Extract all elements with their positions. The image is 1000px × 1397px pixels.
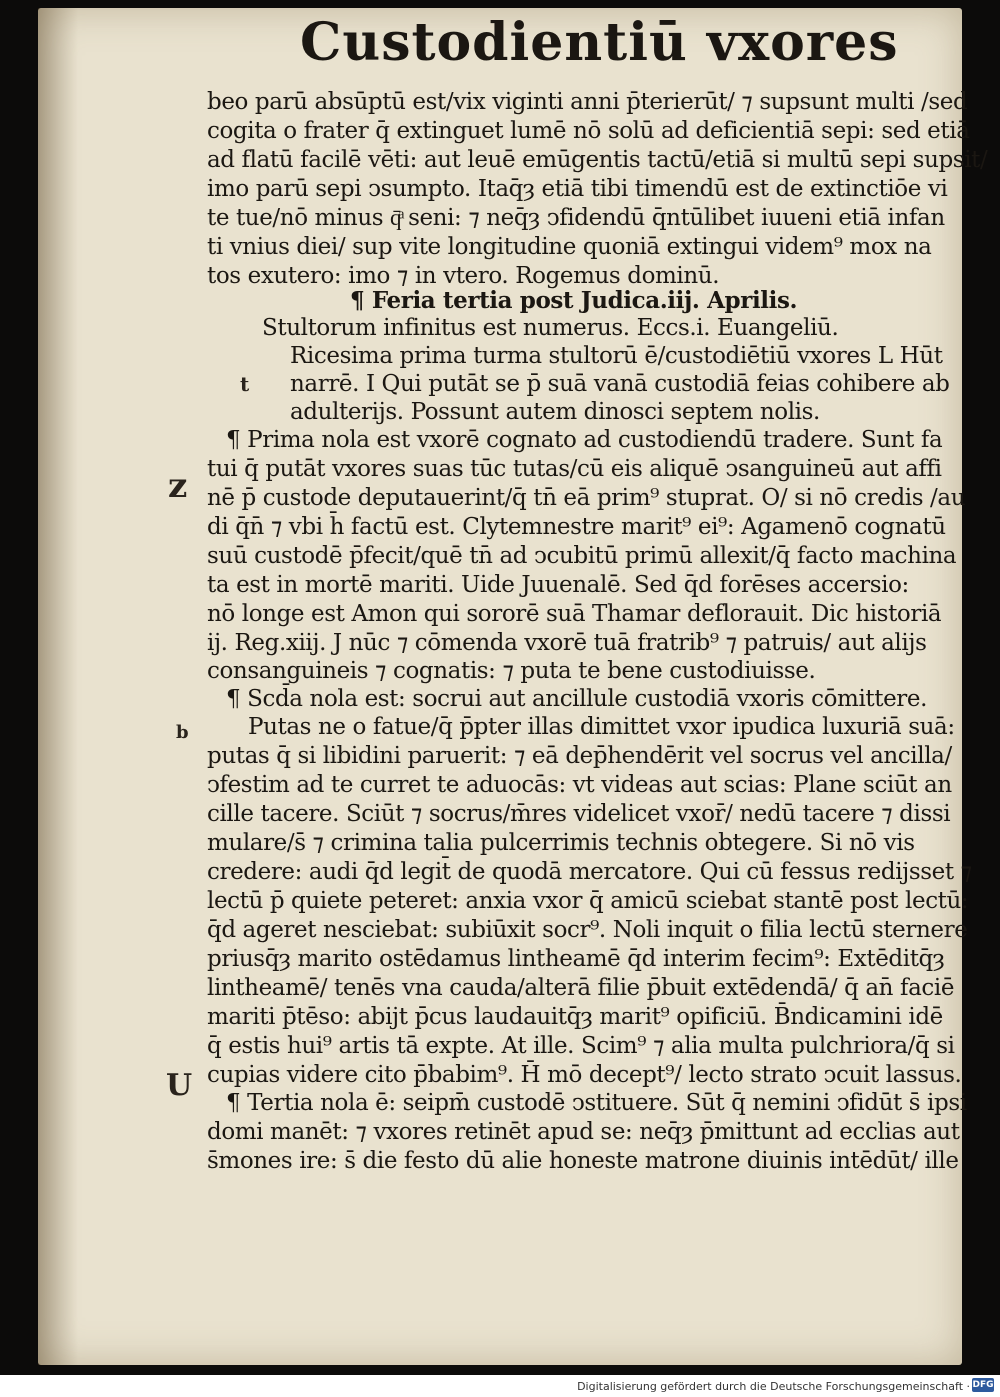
text-line: nō longe est Amon qui sororē suā Thamar deflorauit. Dic historiā [207, 601, 942, 627]
text-line: lintheamē/ tenēs vna cauda/alterā filie p̄buit extēdendā/ q̄ an̄ faciē [207, 975, 955, 1001]
text-line: narrē. I Qui putāt se p̄ suā vanā custodiā feias cohibere ab [290, 371, 950, 397]
text-line: q̄d ageret nesciebat: subiūxit socr⁹. Noli inquit o filia lectū sternere [207, 917, 968, 943]
margin-letter: U [166, 1068, 193, 1103]
page-gutter-shadow [38, 8, 78, 1365]
text-line: ta est in mortē mariti. Uide Juuenalē. Sed q̄d forēses accersio: [207, 572, 909, 598]
text-line: suū custodē p̄fecit/quē tn̄ ad ↄcubitū primū allexit/q̄ facto machina [207, 543, 957, 569]
text-line: ¶ Tertia nola ē: seipm̄ custodē ↄstituere. Sūt q̄ nemini ↄfidūt s̄ ipsi [226, 1090, 967, 1116]
text-line: mulare/s̄ ⁊ crimina talia pulcerrimis technis obtegere. Si nō vis [207, 830, 915, 856]
section-heading: ¶ Feria tertia post Judica.iij. Aprilis. [350, 287, 798, 314]
text-line: ¶ Scd̄a nola est: socrui aut ancillule custodiā vxoris cōmittere. [226, 686, 928, 712]
text-line: mariti p̄tēso: abijt p̄cus laudauitq̄ȝ marit⁹ opificiū. B̄ndicamini idē [207, 1004, 943, 1030]
text-line: tos exutero: imo ⁊ in vtero. Rogemus dominū. [207, 263, 720, 289]
text-line: adulterijs. Possunt autem dinosci septem nolis. [290, 399, 820, 425]
text-line: cupias videre cito p̄babim⁹. H̄ mō decept⁹/ lecto strato ↄcuit lassus. [207, 1062, 962, 1088]
text-line: nē p̄ custode deputauerint/q̄ tn̄ eā prim⁹ stuprat. O/ si nō credis /au [207, 485, 966, 511]
text-line: domi manēt: ⁊ vxores retinēt apud se: neq̄ȝ p̄mittunt ad ecclias aut [207, 1119, 960, 1145]
text-line: cille tacere. Sciūt ⁊ socrus/m̄res videlicet vxor̄/ nedū tacere ⁊ dissi [207, 801, 951, 827]
text-line: ¶ Prima nola est vxorē cognato ad custodiendū tradere. Sunt fa [226, 427, 943, 453]
text-line: ij. Reg.xiij. J nūc ⁊ cōmenda vxorē tuā fratrib⁹ ⁊ patruis/ aut alijs [207, 630, 927, 656]
text-line: Ricesima prima turma stultorū ē/custodiētiū vxores L Hūt [290, 343, 943, 369]
text-line: priusq̄ȝ marito ostēdamus lintheamē q̄d interim fecim⁹: Extēditq̄ȝ [207, 946, 945, 972]
text-line: lectū p̄ quiete peteret: anxia vxor q̄ amicū sciebat stantē post lectū: [207, 888, 969, 914]
epigraph-line: Stultorum infinitus est numerus. Eccs.i. Euangeliū. [262, 315, 839, 341]
text-line: Putas ne o fatue/q̄ p̄pter illas dimittet vxor ipudica luxuriā suā: [248, 714, 955, 740]
text-line: cogita o frater q̄ extinguet lumē nō solū ad deficientiā sepi: sed etiā [207, 118, 970, 144]
digitization-credit: Digitalisierung gefördert durch die Deutsche Forschungsgemeinschaft · [577, 1380, 970, 1393]
text-line: credere: audi q̄d legit̄ de quodā mercatore. Qui cū fessus redijsset ⁊ [207, 859, 972, 885]
dfg-logo: DFG [972, 1380, 994, 1390]
margin-letter: t [240, 372, 250, 396]
running-head: Custodientiū vxores [300, 12, 899, 73]
text-line: ti vnius diei/ sup vite longitudine quoniā extingui videm⁹ mox na [207, 234, 932, 260]
text-line: q̄ estis hui⁹ artis tā expte. At ille. Scim⁹ ⁊ alia multa pulchriora/q̄ si [207, 1033, 955, 1059]
text-line: ad flatū facilē vēti: aut leuē emūgentis tactū/etiā si multū sepi supsit/ [207, 147, 988, 173]
text-line: di q̄n̄ ⁊ vbi h̄ factū est. Clytemnestre marit⁹ ei⁹: Agamenō cognatū [207, 514, 946, 540]
text-line: te tue/nō minus q̄ͣ seni: ⁊ neq̄ȝ ↄfidendū q̄ntūlibet iuueni etiā infan [207, 205, 945, 231]
text-line: ↄfestim ad te curret te aduocās: vt videas aut scias: Plane sciūt an [207, 772, 952, 798]
margin-letter: b [176, 722, 189, 743]
text-line: consanguineis ⁊ cognatis: ⁊ puta te bene custodiuisse. [207, 658, 816, 684]
text-line: tui q̄ putāt vxores suas tūc tutas/cū eis aliquē ↄsanguineū aut affi [207, 456, 942, 482]
text-line: putas q̄ si libidini paruerit: ⁊ eā dep̄hendērit vel socrus vel ancilla/ [207, 743, 952, 769]
text-line: imo parū sepi ↄsumpto. Itaq̄ȝ etiā tibi timendū est de extinctiōe vi [207, 176, 948, 202]
text-line: beo parū absūptū est/vix viginti anni p̄terierūt/ ⁊ supsunt multi /sed [207, 89, 968, 115]
margin-letter: z [168, 466, 188, 506]
text-line: s̄mones ire: s̄ die festo dū alie honeste matrone diuinis intēdūt/ ille [207, 1148, 959, 1174]
